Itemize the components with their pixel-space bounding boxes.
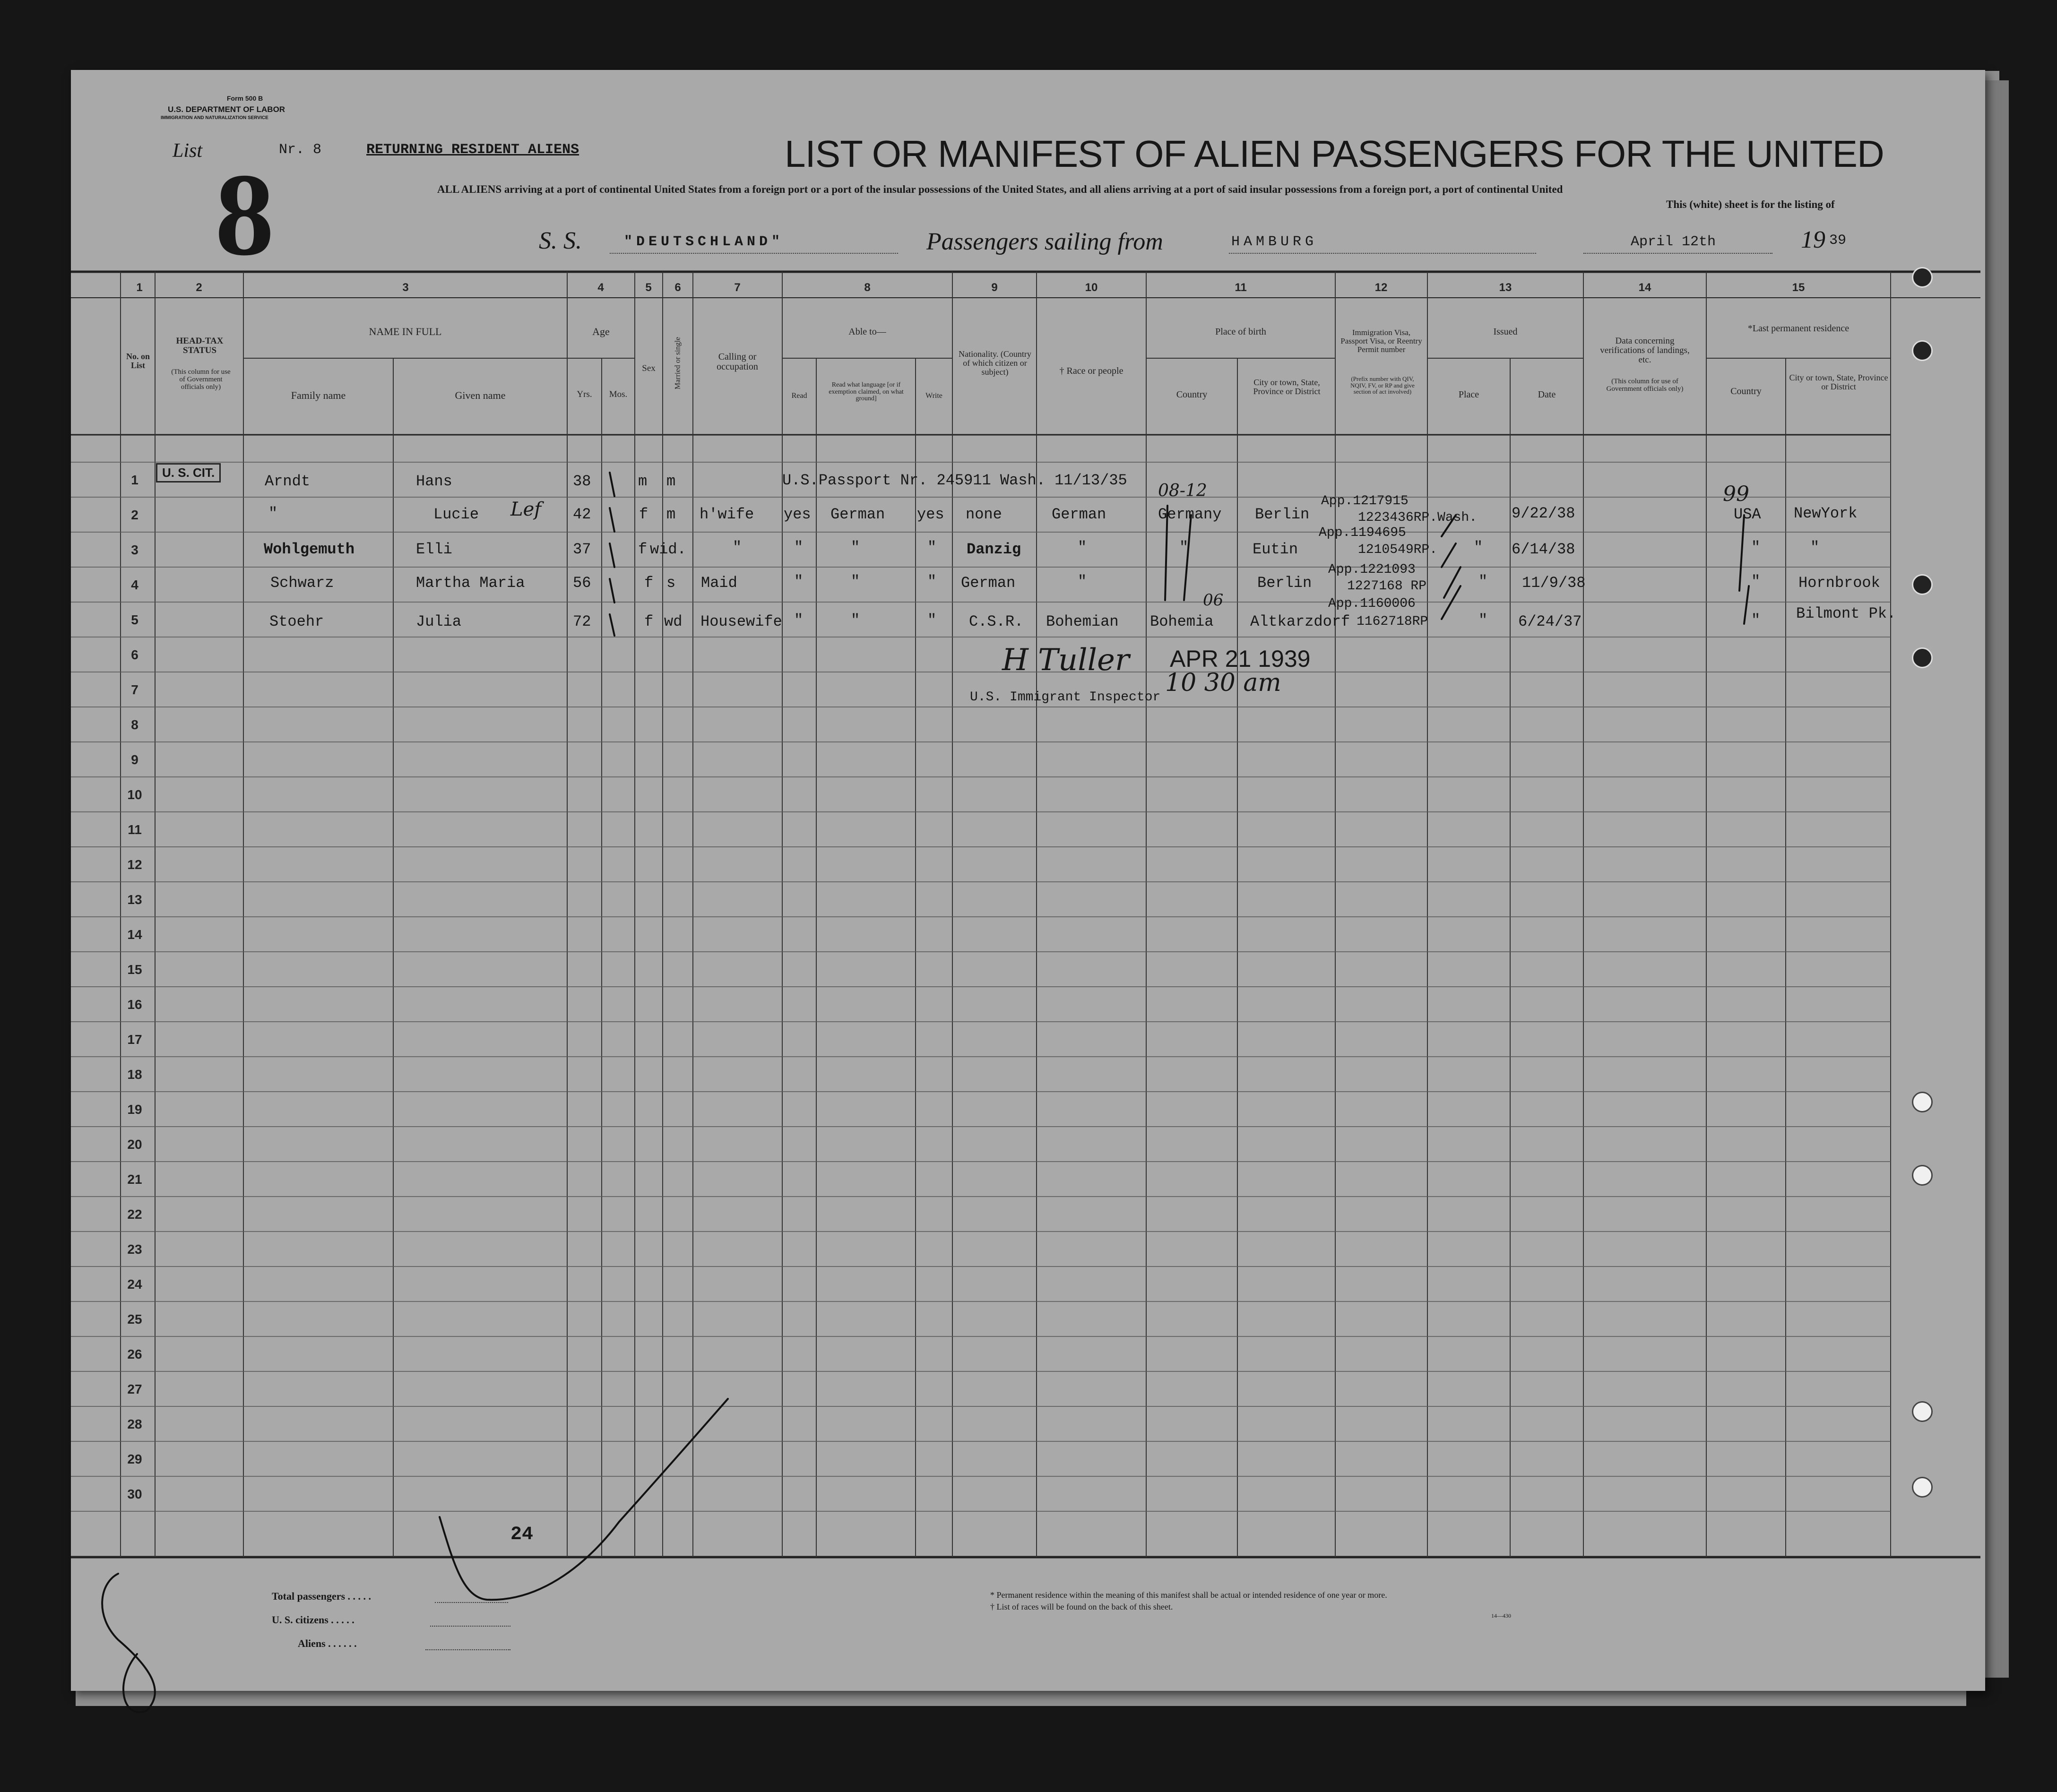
hdr-head-tax-note: (This column for use of Government officials only): [171, 368, 231, 391]
row2-read: yes: [784, 506, 811, 523]
hdr-visa: Immigration Visa, Passport Visa, or Reentry Permit number: [1340, 328, 1422, 354]
hdr-data-note: (This column for use of Government officials only): [1606, 378, 1684, 393]
row4-nationality: German: [961, 574, 1016, 592]
service: IMMIGRATION AND NATURALIZATION SERVICE: [161, 115, 268, 121]
footer-us-citizens: U. S. citizens . . . . .: [272, 1614, 354, 1626]
row-number: 15: [127, 962, 142, 977]
hdr-country: Country: [1176, 389, 1208, 400]
row-number: 3: [131, 543, 138, 557]
list-big-number: 8: [215, 149, 274, 280]
row-number: 1: [131, 473, 138, 487]
col-num-7: 7: [734, 281, 741, 294]
row2-race: German: [1052, 506, 1106, 523]
col-num-11: 11: [1235, 281, 1247, 294]
row5-res-country: ": [1751, 612, 1761, 629]
hdr-able-to: Able to—: [848, 327, 886, 337]
row-number: 26: [127, 1347, 142, 1361]
row5-mark: 06: [1203, 591, 1224, 610]
col-num-3: 3: [402, 281, 409, 294]
hdr-date: Date: [1538, 389, 1556, 400]
hdr-place-of-birth: Place of birth: [1215, 327, 1266, 337]
row-number: 9: [131, 752, 138, 767]
row5-race: Bohemian: [1046, 613, 1119, 630]
row4-language: ": [851, 573, 860, 590]
row-number: 12: [127, 857, 142, 872]
punch-hole: [1912, 574, 1933, 595]
row-number: 8: [131, 717, 138, 732]
ship-name: "DEUTSCHLAND": [624, 234, 784, 250]
row4-issue-place: ": [1478, 573, 1488, 590]
row-number: 7: [131, 682, 138, 697]
row2-given: Lucie: [433, 506, 479, 523]
col-num-8: 8: [864, 281, 871, 294]
row5-birth-city: Altkarzdorf: [1250, 613, 1350, 630]
row2-sex: f: [639, 506, 648, 523]
row2-code: 08-12: [1158, 481, 1207, 500]
row-number: 25: [127, 1312, 142, 1327]
row4-marital: s: [666, 574, 676, 592]
row5-issue-date: 6/24/37: [1518, 613, 1582, 630]
row3-age: 37: [573, 541, 591, 558]
row1-age: 38: [573, 473, 591, 490]
row3-write: ": [927, 539, 937, 556]
row2-visa2: 1223436RP.Wash.: [1358, 510, 1478, 525]
row2-marital: m: [666, 506, 676, 523]
row-number: 21: [127, 1172, 142, 1187]
arrival-stamp-time: 10 30 am: [1165, 669, 1281, 697]
hdr-family-name: Family name: [291, 389, 346, 401]
row3-race: ": [1078, 539, 1087, 556]
department: U.S. DEPARTMENT OF LABOR: [168, 105, 285, 114]
row2-nationality: none: [966, 506, 1002, 523]
inspector-signature: H Tuller: [1002, 643, 1130, 678]
port-name: HAMBURG: [1231, 234, 1318, 250]
row2-issue-date: 9/22/38: [1512, 505, 1575, 522]
row3-res-country: ": [1751, 539, 1761, 556]
row4-write: ": [927, 573, 937, 590]
hdr-city: City or town, State, Province or District: [1253, 378, 1321, 396]
row2-age: 42: [573, 506, 591, 523]
handwritten-count: 24: [510, 1524, 534, 1545]
list-category: RETURNING RESIDENT ALIENS: [366, 142, 579, 158]
row5-family: Stoehr: [269, 613, 324, 630]
row5-language: ": [851, 612, 860, 629]
row2-calling: h'wife: [700, 506, 754, 523]
row5-age: 72: [573, 613, 591, 630]
hdr-data-concerning: Data concerning verifications of landings, etc.: [1600, 336, 1690, 365]
punch-hole: [1912, 1477, 1933, 1498]
year-prefix: 19: [1801, 226, 1825, 253]
col-num-1: 1: [136, 281, 143, 294]
row4-res-country: ": [1751, 573, 1761, 590]
row2-family: ": [268, 505, 278, 522]
row4-family: Schwarz: [270, 574, 334, 592]
col-num-14: 14: [1638, 281, 1651, 294]
punch-hole: [1912, 1401, 1933, 1422]
hdr-age: Age: [592, 326, 610, 337]
us-cit-stamp: U. S. CIT.: [156, 463, 221, 482]
margin-mark: [90, 1578, 93, 1584]
row-number: 6: [131, 647, 138, 662]
footer-code: 14—430: [1491, 1612, 1511, 1619]
col-num-9: 9: [991, 281, 998, 294]
col-num-6: 6: [674, 281, 681, 294]
row3-visa2: 1210549RP.: [1358, 543, 1438, 557]
hdr-yrs: Yrs.: [577, 389, 592, 399]
row5-write: ": [927, 612, 937, 629]
hdr-place: Place: [1458, 389, 1479, 400]
footer-note-races: † List of races will be found on the back of this sheet.: [990, 1602, 1173, 1611]
row-number: 24: [127, 1277, 142, 1292]
row2-res-country: USA: [1734, 506, 1761, 523]
punch-hole: [1912, 267, 1933, 288]
row4-calling: Maid: [701, 574, 737, 592]
row-number: 10: [127, 787, 142, 802]
row2-visa: App.1217915: [1321, 494, 1409, 508]
hdr-read-lang: Read what language [or if exemption claimed, on what ground]: [829, 381, 904, 403]
row3-given: Elli: [416, 541, 452, 558]
hdr-last-residence: *Last permanent residence: [1747, 323, 1850, 334]
row3-birth-city: Eutin: [1253, 541, 1298, 558]
list-label: List: [173, 140, 203, 162]
row3-marital: wid.: [650, 541, 686, 558]
row-number: 30: [127, 1487, 142, 1501]
row4-visa2: 1227168 RP: [1347, 579, 1427, 594]
row-number: 19: [127, 1102, 142, 1117]
row3-family: Wohlgemuth: [264, 541, 355, 558]
row5-visa: App.1160006: [1328, 596, 1416, 611]
row-number: 11: [128, 822, 142, 837]
row1-marital: m: [666, 473, 676, 490]
row-number: 27: [127, 1382, 142, 1396]
hdr-write: Write: [925, 392, 942, 400]
row5-issue-place: ": [1478, 612, 1488, 629]
row-number: 2: [131, 508, 138, 522]
hdr-read: Read: [791, 392, 807, 400]
row2-birth-country: Germany: [1158, 506, 1222, 523]
hdr-sex: Sex: [642, 363, 656, 373]
hdr-name-in-full: NAME IN FULL: [369, 326, 442, 337]
row-number: 13: [127, 892, 142, 907]
row3-res-city: ": [1810, 539, 1820, 556]
col-num-12: 12: [1374, 281, 1388, 294]
sailing-label: Passengers sailing from: [926, 228, 1163, 255]
row4-read: ": [794, 573, 804, 590]
inspector-label: U.S. Immigrant Inspector: [970, 690, 1161, 705]
punch-hole: [1912, 647, 1933, 668]
hdr-married: Married or single: [674, 336, 682, 389]
row4-race: ": [1078, 573, 1087, 590]
row5-nationality: C.S.R.: [969, 613, 1024, 630]
row5-birth-country: Bohemia: [1150, 613, 1214, 630]
row3-language: ": [851, 539, 860, 556]
list-nr: Nr. 8: [279, 142, 322, 158]
col-num-2: 2: [196, 281, 202, 294]
col-num-4: 4: [597, 281, 604, 294]
hdr-calling: Calling or occupation: [717, 352, 758, 372]
hdr-visa-note: (Prefix number with QIV, NQIV, FV, or RP and give section of act involved): [1350, 375, 1415, 396]
footer-aliens: Aliens . . . . . .: [298, 1637, 357, 1649]
row5-res-city: Bilmont Pk.: [1796, 605, 1896, 622]
row2-language: German: [830, 506, 885, 523]
arrival-stamp-date: APR 21 1939: [1170, 646, 1311, 672]
row5-visa2: 1162718RP: [1357, 614, 1428, 629]
ss-label: S. S.: [539, 227, 582, 254]
hdr-nationality: Nationality. (Country of which citizen or subject): [959, 349, 1031, 377]
row3-nationality: Danzig: [967, 541, 1021, 558]
row-number: 29: [127, 1452, 142, 1466]
hdr-mos: Mos.: [609, 389, 628, 399]
year-suffix: 39: [1829, 233, 1847, 249]
row-number: 16: [127, 997, 142, 1012]
punch-hole: [1912, 1165, 1933, 1186]
row4-res-city: Hornbrook: [1798, 574, 1880, 592]
row3-calling: ": [733, 539, 742, 556]
punch-hole: [1912, 1092, 1933, 1112]
row-number: 5: [131, 612, 138, 627]
row4-sex: f: [644, 574, 654, 592]
col-num-13: 13: [1499, 281, 1512, 294]
row4-issue-date: 11/9/38: [1522, 574, 1586, 592]
row5-marital: wd: [664, 613, 683, 630]
row5-calling: Housewife: [700, 613, 782, 630]
row3-birth-country: ": [1179, 539, 1189, 556]
row5-read: ": [794, 612, 804, 629]
row5-given: Julia: [416, 613, 462, 630]
row1-passport-note: U.S.Passport Nr. 245911 Wash. 11/13/35: [782, 472, 1127, 489]
footer-total-passengers: Total passengers . . . . .: [272, 1590, 372, 1602]
hdr-issued: Issued: [1493, 327, 1518, 337]
row2-write: yes: [917, 506, 944, 523]
footer-note-residence: * Permanent residence within the meaning of this manifest shall be actual or intended residence of one year or more.: [990, 1590, 1387, 1600]
col-num-5: 5: [645, 281, 652, 294]
row-number: 28: [127, 1417, 142, 1431]
row3-visa: App.1194695: [1319, 526, 1406, 540]
form-number: Form 500 B: [227, 95, 263, 102]
row-number: 17: [127, 1032, 142, 1047]
row4-given: Martha Maria: [416, 574, 525, 592]
col-num-15: 15: [1792, 281, 1805, 294]
row2-birth-city: Berlin: [1255, 506, 1310, 523]
row3-sex: f: [638, 541, 648, 558]
manifest-title: LIST OR MANIFEST OF ALIEN PASSENGERS FOR THE UNITED: [785, 133, 1884, 175]
col-num-10: 10: [1085, 281, 1098, 294]
hdr-res-country: Country: [1730, 386, 1762, 396]
row-number: 20: [127, 1137, 142, 1152]
row4-age: 56: [573, 574, 591, 592]
hdr-no-on-list: No. on List: [126, 352, 150, 370]
row1-family: Arndt: [265, 473, 311, 490]
subtitle-line1: ALL ALIENS arriving at a port of continental United States from a foreign port or a port of the insular possessions of the United States, and all aliens arriving at a port of said insular possessions from a foreign port, a port of continental United: [437, 183, 1563, 195]
row2-initials: Lef: [510, 499, 542, 520]
row1-given: Hans: [416, 473, 452, 490]
row3-issue-place: ": [1474, 539, 1483, 556]
hdr-race: † Race or people: [1059, 366, 1124, 376]
row-number: 4: [131, 577, 138, 592]
row-number: 14: [127, 927, 142, 942]
row4-birth-city: Berlin: [1257, 574, 1312, 592]
row-number: 22: [127, 1207, 142, 1222]
row2-res-city: NewYork: [1794, 505, 1858, 522]
hdr-head-tax: HEAD-TAX STATUS: [176, 336, 224, 355]
row3-issue-date: 6/14/38: [1512, 541, 1575, 558]
row3-read: ": [794, 539, 804, 556]
row2-res-mark: 99: [1723, 482, 1749, 506]
sailing-date: April 12th: [1631, 234, 1716, 250]
punch-hole: [1912, 340, 1933, 361]
row-number: 23: [127, 1242, 142, 1257]
hdr-res-city: City or town, State, Province or District: [1789, 373, 1888, 391]
row4-visa: App.1221093: [1328, 562, 1416, 577]
hdr-given-name: Given name: [455, 389, 506, 401]
row1-sex: m: [638, 473, 648, 490]
row-number: 18: [127, 1067, 142, 1082]
subtitle-line2: This (white) sheet is for the listing of: [1666, 198, 1835, 210]
row5-sex: f: [644, 613, 654, 630]
